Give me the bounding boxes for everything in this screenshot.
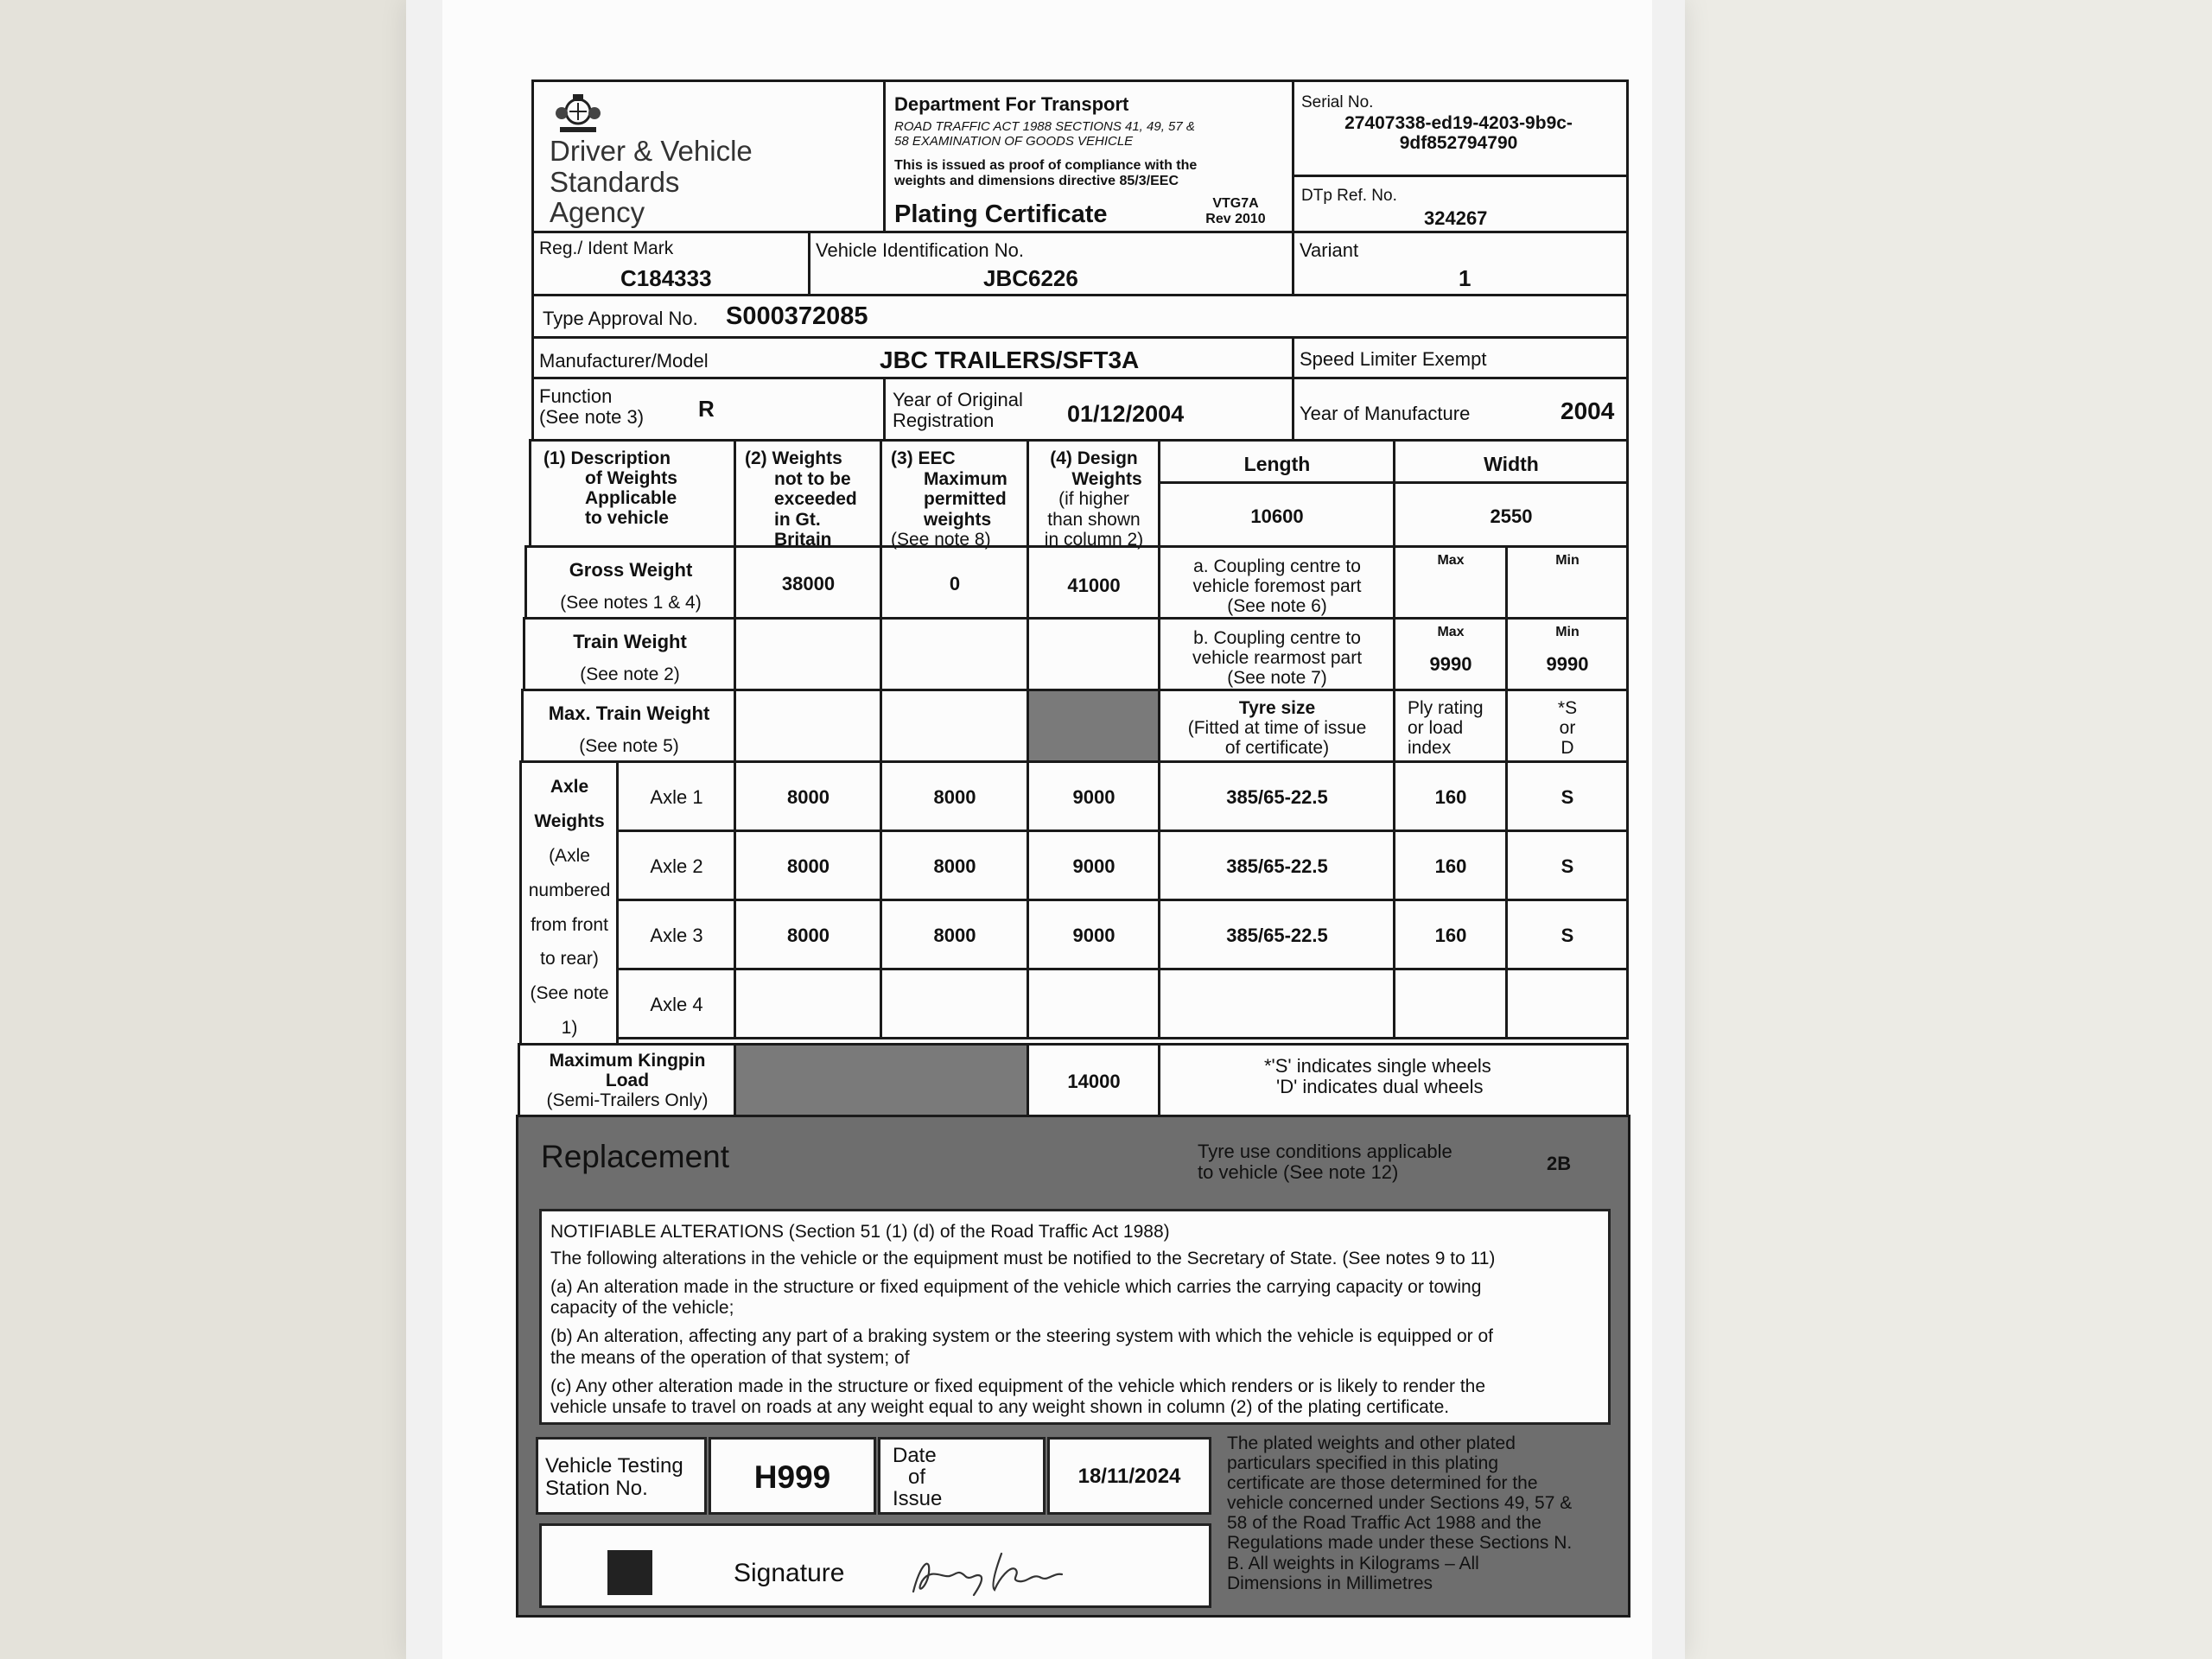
- axle-c2: 8000: [787, 925, 830, 946]
- ply-rating-label: Ply rating or load index: [1408, 698, 1484, 759]
- max-train-c2: [734, 689, 882, 763]
- col1-header: [529, 439, 736, 548]
- legal-statement: The plated weights and other plated particulars specified in this plating certificate are those determined for the vehicle concerned under Sections 49, 57 & 58 of the Road Traffic Act 1988 and the Regulations made under these Sections N. B. All weights in Kilograms – All Dimensions in Millimetres: [1227, 1433, 1573, 1593]
- station-label-box: [536, 1437, 707, 1515]
- reg-mark-box: [531, 231, 810, 296]
- axle-c4: 9000: [1072, 786, 1116, 808]
- tyre-use-code: 2B: [1547, 1153, 1572, 1174]
- date-value: 18/11/2024: [1077, 1465, 1181, 1488]
- train-weight-note: (See note 2): [580, 664, 680, 684]
- vin-value: JBC6226: [983, 265, 1078, 291]
- axle-label: Axle 4: [650, 994, 703, 1015]
- axle-tyre-size-cell: [1158, 760, 1395, 832]
- kingpin-shaded: [734, 1043, 1029, 1117]
- station-value-box: [709, 1437, 876, 1515]
- act-reference: ROAD TRAFFIC ACT 1988 SECTIONS 41, 49, 57 & 58 EXAMINATION OF GOODS VEHICLE: [894, 119, 1195, 149]
- max-train-weight-label-box: [521, 689, 736, 763]
- coupling-b-max: [1393, 617, 1508, 691]
- coupling-b-min-value: 9990: [1546, 653, 1589, 675]
- length-header: [1158, 439, 1395, 484]
- axle-c3-cell: [880, 830, 1029, 901]
- year-registration-box: [883, 377, 1294, 442]
- axle-c2-cell: [734, 830, 882, 901]
- signature-box: [539, 1523, 1211, 1608]
- train-c3: [880, 617, 1029, 691]
- station-value: H999: [753, 1459, 831, 1495]
- axle-group-text: Axle Weights (Axle numbered from front to rear) (See note 1): [528, 777, 611, 1039]
- coupling-b-box: [1158, 617, 1395, 691]
- axle-single-dual: S: [1560, 786, 1574, 808]
- certificate-title: Plating Certificate: [894, 200, 1108, 228]
- manufacturer-value: JBC TRAILERS/SFT3A: [880, 346, 1140, 373]
- axle-single-dual-cell: [1505, 968, 1629, 1039]
- train-weight-label-box: [523, 617, 736, 691]
- coupling-a-label: a. Coupling centre to vehicle foremost part (See note 6): [1192, 556, 1362, 617]
- serial-label: Serial No.: [1301, 93, 1374, 111]
- axle-c3-cell: [880, 899, 1029, 970]
- gross-c3: [880, 545, 1029, 620]
- plating-certificate: [528, 79, 1620, 1630]
- axle-label-cell: [616, 899, 736, 970]
- variant-box: [1292, 231, 1629, 296]
- coupling-b-label: b. Coupling centre to vehicle rearmost part (See note 7): [1192, 628, 1363, 689]
- vin-label: Vehicle Identification No.: [816, 239, 1024, 261]
- axle-ply-rating-cell: [1393, 968, 1508, 1039]
- department-name: Department For Transport: [894, 93, 1129, 115]
- notifiable-alterations-text: NOTIFIABLE ALTERATIONS (Section 51 (1) (d) of the Road Traffic Act 1988) The following alterations in the vehicle or the equipment must be notified to the Secretary of State. (See notes 9 to 11) (a) An alteration made in the structure or fixed equipment of the vehicle which carries the carrying capacity or towing capacity of the vehicle; (b) An alteration, affecting any part of a braking system or the steering system with which the vehicle is equipped or of the means of the operation of that system; of (c) Any other alteration made in the structure or fixed equipment of the vehicle which renders or is likely to render the vehicle unsafe to travel on roads at any weight equal to any weight shown in column (2) of the plating certificate.: [550, 1222, 1496, 1418]
- gross-c2-value: 38000: [781, 573, 836, 594]
- train-c4: [1027, 617, 1160, 691]
- train-weight-label: Train Weight: [573, 631, 687, 652]
- axle-c4-cell: [1027, 899, 1160, 970]
- axle-ply-rating-cell: [1393, 830, 1508, 901]
- kingpin-label-box: [518, 1043, 736, 1117]
- axle-label: Axle 3: [650, 925, 703, 946]
- axle-ply-rating-cell: [1393, 760, 1508, 832]
- manufacturer-box: [531, 336, 1294, 379]
- coupling-a-max-label: Max: [1437, 553, 1465, 568]
- axle-c4: 9000: [1072, 855, 1116, 877]
- max-train-c4-shaded: [1027, 689, 1160, 763]
- length-value: 10600: [1250, 505, 1304, 527]
- year-registration-value: 01/12/2004: [1067, 401, 1185, 427]
- single-dual-header: [1505, 689, 1629, 763]
- crest-icon: [551, 91, 605, 137]
- axle-c4-cell: [1027, 968, 1160, 1039]
- function-box: [531, 377, 886, 442]
- col4-header: [1027, 439, 1160, 548]
- axle-tyre-size: 385/65-22.5: [1226, 925, 1328, 946]
- axle-label: Axle 2: [650, 855, 703, 877]
- axle-label-cell: [616, 830, 736, 901]
- axle-c3-cell: [880, 760, 1029, 832]
- col2-header: [734, 439, 882, 548]
- serial-value: 27407338-ed19-4203-9b9c- 9df852794790: [1344, 113, 1573, 154]
- axle-tyre-size: 385/65-22.5: [1226, 855, 1328, 877]
- axle-c3: 8000: [933, 925, 976, 946]
- background-left: [0, 0, 449, 1659]
- function-label: Function (See note 3): [539, 385, 645, 429]
- wheel-legend-box: [1158, 1043, 1629, 1117]
- width-value-box: [1393, 481, 1629, 548]
- type-approval-box: [531, 294, 1629, 339]
- axle-label-cell: [616, 968, 736, 1039]
- length-label: Length: [1243, 453, 1311, 475]
- form-code: VTG7A Rev 2010: [1205, 196, 1266, 226]
- gross-c4-value: 41000: [1067, 575, 1121, 596]
- axle-single-dual-cell: [1505, 760, 1629, 832]
- train-c2: [734, 617, 882, 691]
- axle-weights-group-label: [519, 760, 619, 1046]
- year-manufacture-label: Year of Manufacture: [1300, 403, 1471, 424]
- axle-c2: 8000: [787, 786, 830, 808]
- year-manufacture-box: [1292, 377, 1629, 442]
- axle-tyre-size: 385/65-22.5: [1226, 786, 1328, 808]
- stamp-square-icon: [607, 1550, 652, 1595]
- ply-rating-header: [1393, 689, 1508, 763]
- col4-header-text: (4) Design Weights (if higher than shown in column 2): [1044, 448, 1144, 550]
- axle-c2: 8000: [787, 855, 830, 877]
- dtp-ref-value: 324267: [1424, 207, 1488, 229]
- axle-single-dual-cell: [1505, 830, 1629, 901]
- col3-header: [880, 439, 1029, 548]
- gross-c3-value: 0: [949, 573, 961, 594]
- tyre-use-label: Tyre use conditions applicable to vehicle (See note 12): [1198, 1141, 1452, 1184]
- axle-single-dual: S: [1560, 925, 1574, 946]
- vin-box: [808, 231, 1294, 296]
- axle-c4: 9000: [1072, 925, 1116, 946]
- gross-c2: [734, 545, 882, 620]
- axle-ply-rating: 160: [1434, 925, 1467, 946]
- background-right: [1668, 0, 2212, 1659]
- axle-c2-cell: [734, 760, 882, 832]
- reg-mark-value: C184333: [620, 265, 712, 291]
- max-train-c3: [880, 689, 1029, 763]
- replacement-label: Replacement: [541, 1139, 730, 1174]
- agency-name: Driver & Vehicle Standards Agency: [550, 135, 753, 229]
- max-train-weight-note: (See note 5): [579, 736, 679, 756]
- coupling-b-max-value: 9990: [1429, 653, 1472, 675]
- dtp-ref-box: [1292, 175, 1629, 233]
- year-manufacture-value: 2004: [1560, 397, 1615, 424]
- axle-ply-rating: 160: [1434, 786, 1467, 808]
- axle-tyre-size-cell: [1158, 968, 1395, 1039]
- coupling-a-max: [1393, 545, 1508, 620]
- date-label: Date of Issue: [893, 1444, 943, 1511]
- axle-ply-rating: 160: [1434, 855, 1467, 877]
- station-label: Vehicle Testing Station No.: [545, 1454, 683, 1501]
- axle-label-cell: [616, 760, 736, 832]
- width-label: Width: [1484, 453, 1539, 475]
- length-value-box: [1158, 481, 1395, 548]
- variant-label: Variant: [1300, 239, 1359, 261]
- gross-weight-note: (See notes 1 & 4): [560, 593, 702, 613]
- handwritten-signature-icon: [905, 1538, 1077, 1607]
- gross-weight-label-box: [524, 545, 736, 620]
- axle-c4-cell: [1027, 760, 1160, 832]
- kingpin-value-box: [1027, 1043, 1160, 1117]
- axle-tyre-size-cell: [1158, 830, 1395, 901]
- serial-box: [1292, 79, 1629, 177]
- axle-ply-rating-cell: [1393, 899, 1508, 970]
- coupling-b-max-label: Max: [1437, 625, 1465, 639]
- axle-c2-cell: [734, 968, 882, 1039]
- dtp-ref-label: DTp Ref. No.: [1301, 187, 1397, 205]
- date-value-box: [1047, 1437, 1211, 1515]
- department-box: [883, 79, 1294, 233]
- axle-c3-cell: [880, 968, 1029, 1039]
- gross-weight-label: Gross Weight: [569, 559, 693, 581]
- axle-c3: 8000: [933, 786, 976, 808]
- col2-header-text: (2) Weights not to be exceeded in Gt. Britain: [745, 448, 857, 550]
- coupling-a-box: [1158, 545, 1395, 620]
- footer-panel: [516, 1115, 1630, 1618]
- speed-limiter-box: [1292, 336, 1629, 379]
- type-approval-label: Type Approval No.: [543, 308, 698, 329]
- axle-c2-cell: [734, 899, 882, 970]
- axle-c3: 8000: [933, 855, 976, 877]
- axle-single-dual: S: [1560, 855, 1574, 877]
- manufacturer-label: Manufacturer/Model: [539, 350, 709, 372]
- axle-single-dual-cell: [1505, 899, 1629, 970]
- speed-limiter-label: Speed Limiter Exempt: [1300, 348, 1487, 370]
- agency-logo-box: [531, 79, 886, 233]
- col1-header-text: (1) Description of Weights Applicable to vehicle: [543, 448, 677, 529]
- axle-label: Axle 1: [650, 786, 703, 808]
- variant-value: 1: [1459, 265, 1471, 291]
- notifiable-alterations-box: [539, 1209, 1611, 1425]
- type-approval-value: S000372085: [726, 302, 868, 330]
- kingpin-label: Maximum Kingpin Load (Semi-Trailers Only): [546, 1051, 709, 1111]
- axle-tyre-size-cell: [1158, 899, 1395, 970]
- kingpin-value: 14000: [1067, 1071, 1121, 1092]
- date-label-box: [878, 1437, 1046, 1515]
- width-header: [1393, 439, 1629, 484]
- width-value: 2550: [1490, 505, 1533, 527]
- year-registration-label: Year of Original Registration: [893, 389, 1023, 432]
- single-dual-label: *S or D: [1557, 698, 1578, 759]
- coupling-a-min: [1505, 545, 1629, 620]
- coupling-b-min: [1505, 617, 1629, 691]
- compliance-statement: This is issued as proof of compliance with the weights and dimensions directive 85/3/EEC: [894, 158, 1198, 188]
- signature-label: Signature: [734, 1559, 845, 1587]
- max-train-weight-label: Max. Train Weight: [548, 702, 710, 724]
- wheel-legend: *'S' indicates single wheels 'D' indicates dual wheels: [1264, 1055, 1491, 1098]
- coupling-a-min-label: Min: [1555, 553, 1580, 568]
- tyre-size-header: [1158, 689, 1395, 763]
- axle-c4-cell: [1027, 830, 1160, 901]
- col3-header-text: (3) EEC Maximum permitted weights (See note 8): [891, 448, 1007, 550]
- tyre-size-label: Tyre size (Fitted at time of issue of certificate): [1187, 698, 1367, 759]
- gross-c4: [1027, 545, 1160, 620]
- coupling-b-min-label: Min: [1555, 625, 1580, 639]
- reg-mark-label: Reg./ Ident Mark: [539, 238, 674, 258]
- function-value: R: [698, 396, 715, 422]
